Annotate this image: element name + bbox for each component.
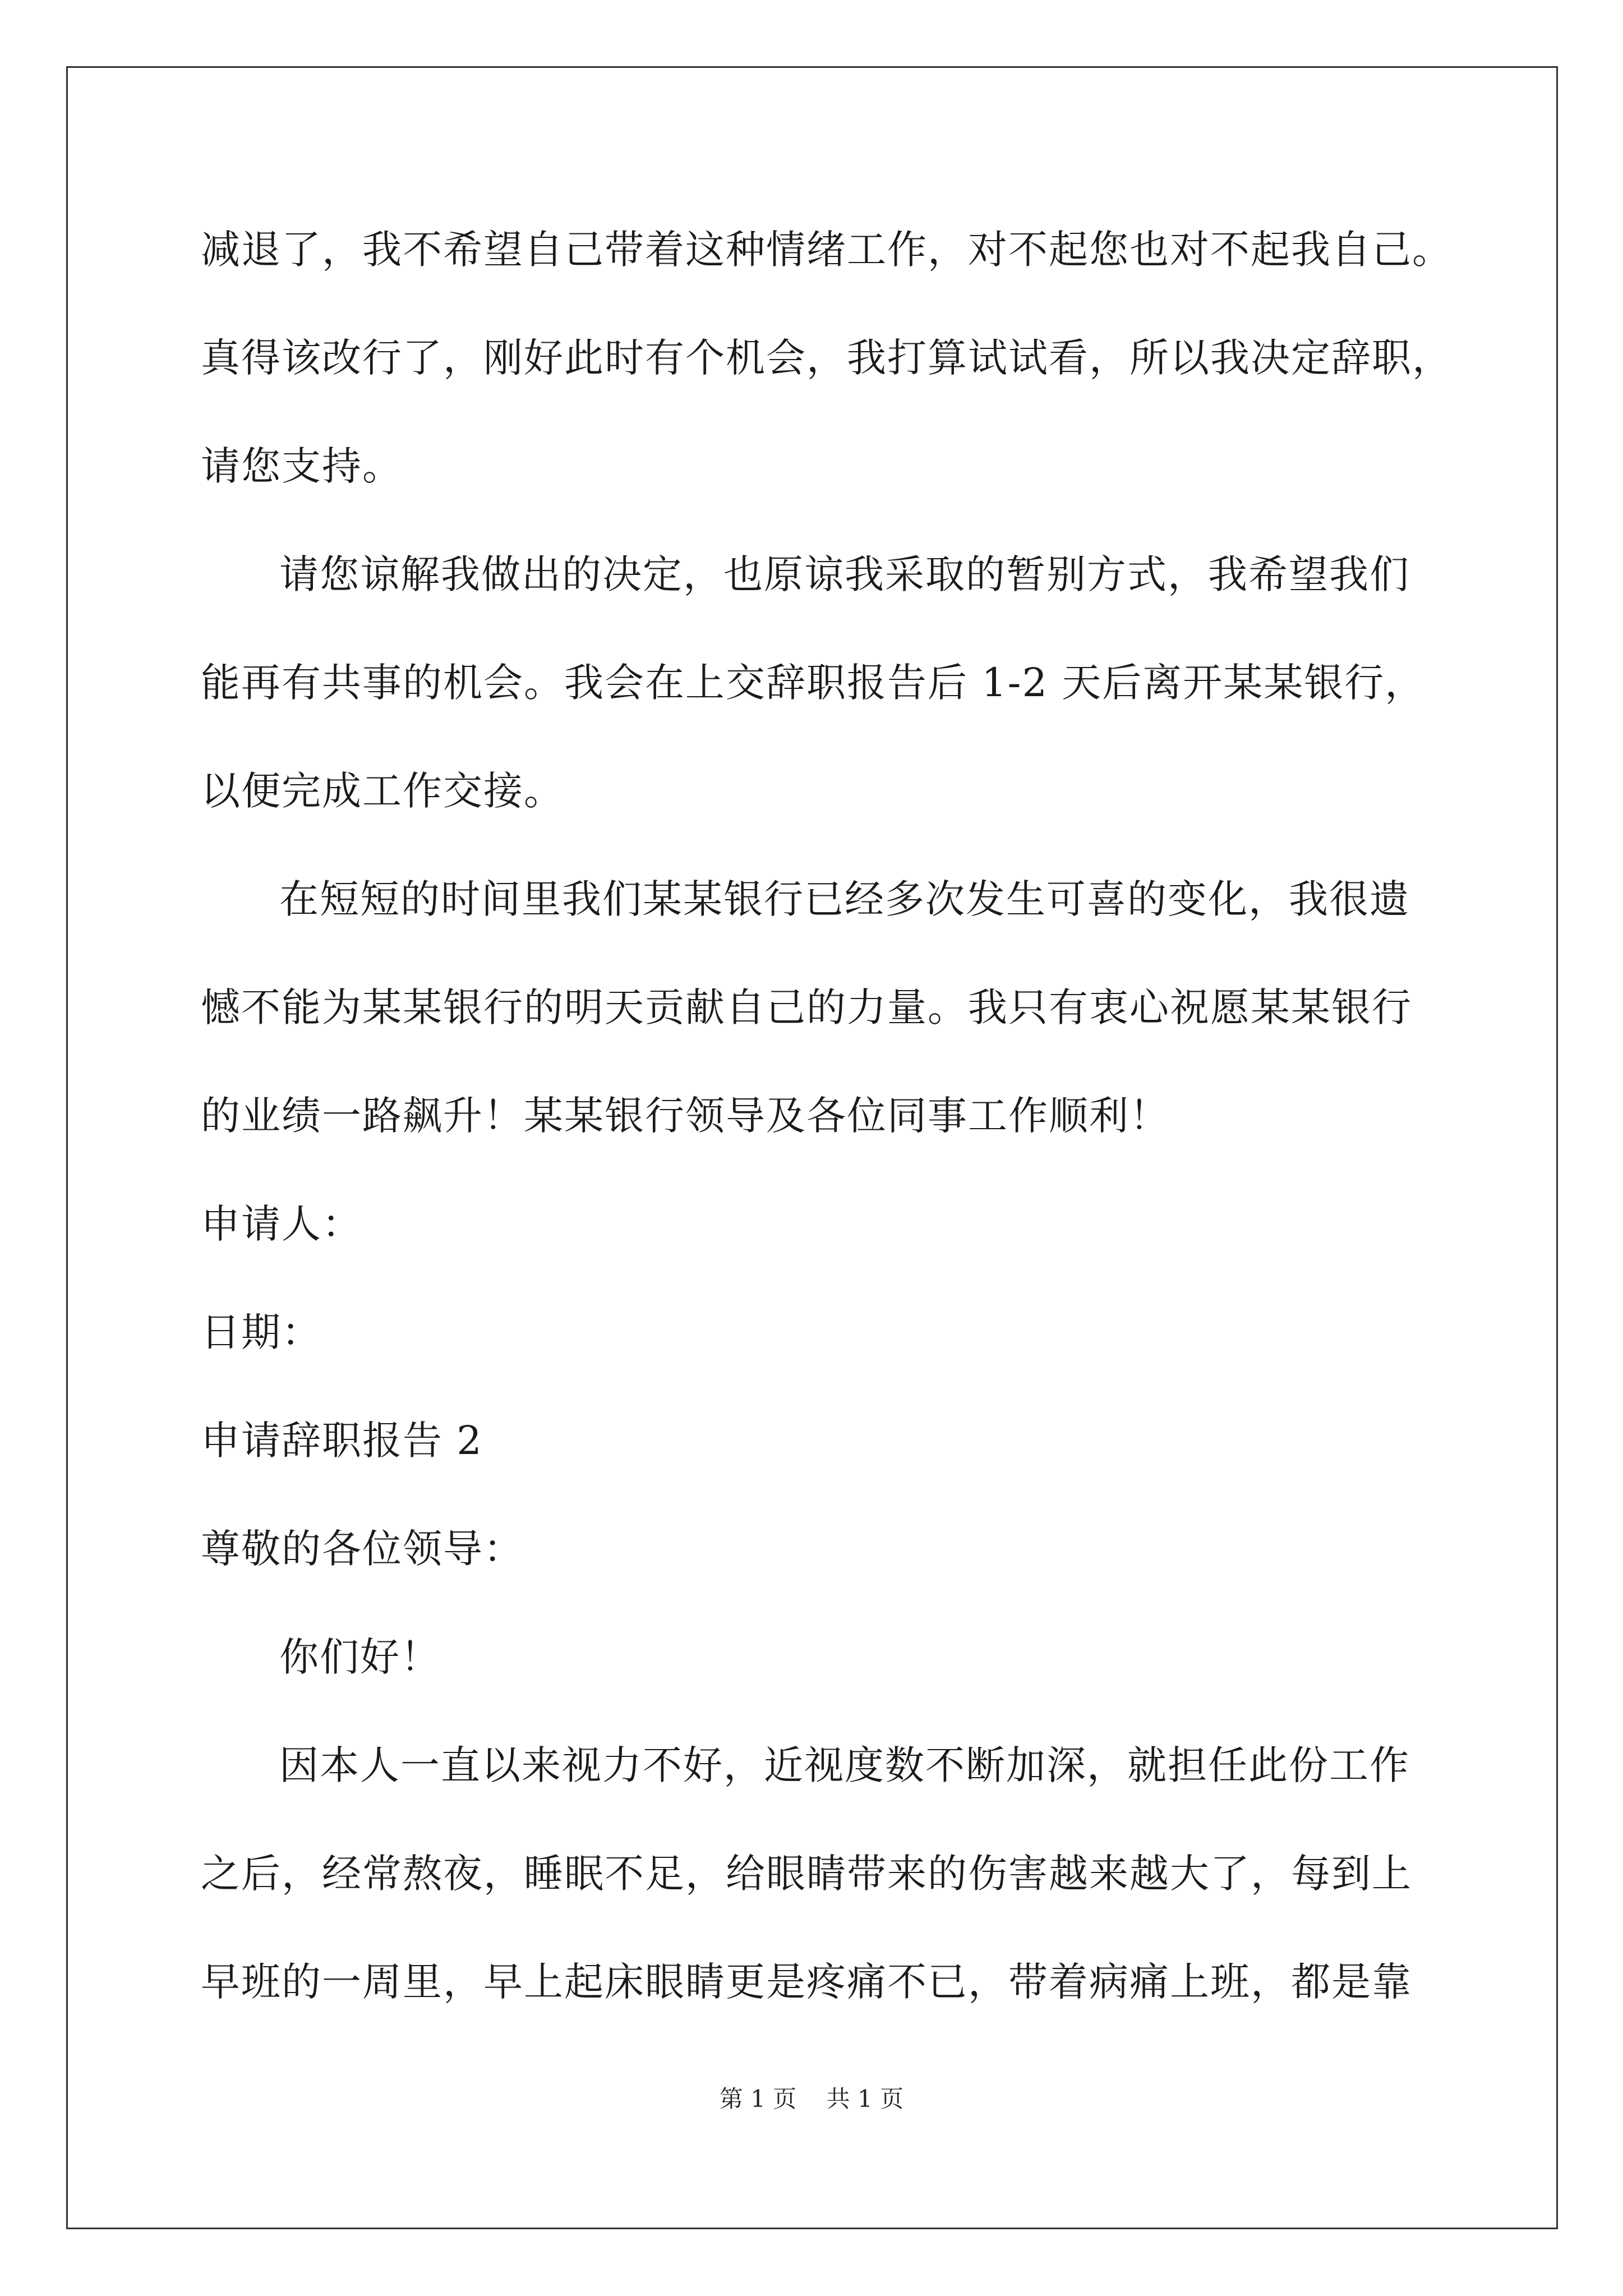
document-line: 以便完成工作交接。 — [201, 768, 564, 814]
document-line: 申请人： — [201, 1201, 362, 1247]
document-line: 你们好！ — [279, 1634, 441, 1680]
page-footer — [0, 2082, 1623, 2116]
document-line: 在短短的时间里我们某某银行已经多次发生可喜的变化，我很遗 — [279, 876, 1410, 922]
document-line: 之后，经常熬夜，睡眠不足，给眼睛带来的伤害越来越大了，每到上 — [201, 1851, 1412, 1897]
document-line: 减退了，我不希望自己带着这种情绪工作，对不起您也对不起我自己。 — [201, 227, 1453, 273]
page-number-total: 共 1 页 — [826, 2085, 904, 2113]
document-line: 尊敬的各位领导： — [201, 1526, 524, 1572]
document-line: 憾不能为某某银行的明天贡献自己的力量。我只有衷心祝愿某某银行 — [201, 984, 1412, 1030]
document-line: 因本人一直以来视力不好，近视度数不断加深，就担任此份工作 — [279, 1742, 1410, 1788]
document-line: 申请辞职报告 2 — [201, 1418, 483, 1464]
document-line: 真得该改行了，刚好此时有个机会，我打算试试看，所以我决定辞职， — [201, 335, 1453, 381]
page-border — [66, 66, 1558, 2229]
document-line: 早班的一周里，早上起床眼睛更是疼痛不已，带着病痛上班，都是靠 — [201, 1959, 1412, 2005]
document-line: 请您谅解我做出的决定，也原谅我采取的暂别方式，我希望我们 — [279, 551, 1410, 597]
document-line: 能再有共事的机会。我会在上交辞职报告后 1-2 天后离开某某银行， — [201, 660, 1426, 706]
document-line: 日期： — [201, 1309, 322, 1355]
document-line: 请您支持。 — [201, 443, 403, 489]
page-number-current: 第 1 页 — [719, 2085, 797, 2113]
document-line: 的业绩一路飙升！某某银行领导及各位同事工作顺利！ — [201, 1093, 1170, 1139]
